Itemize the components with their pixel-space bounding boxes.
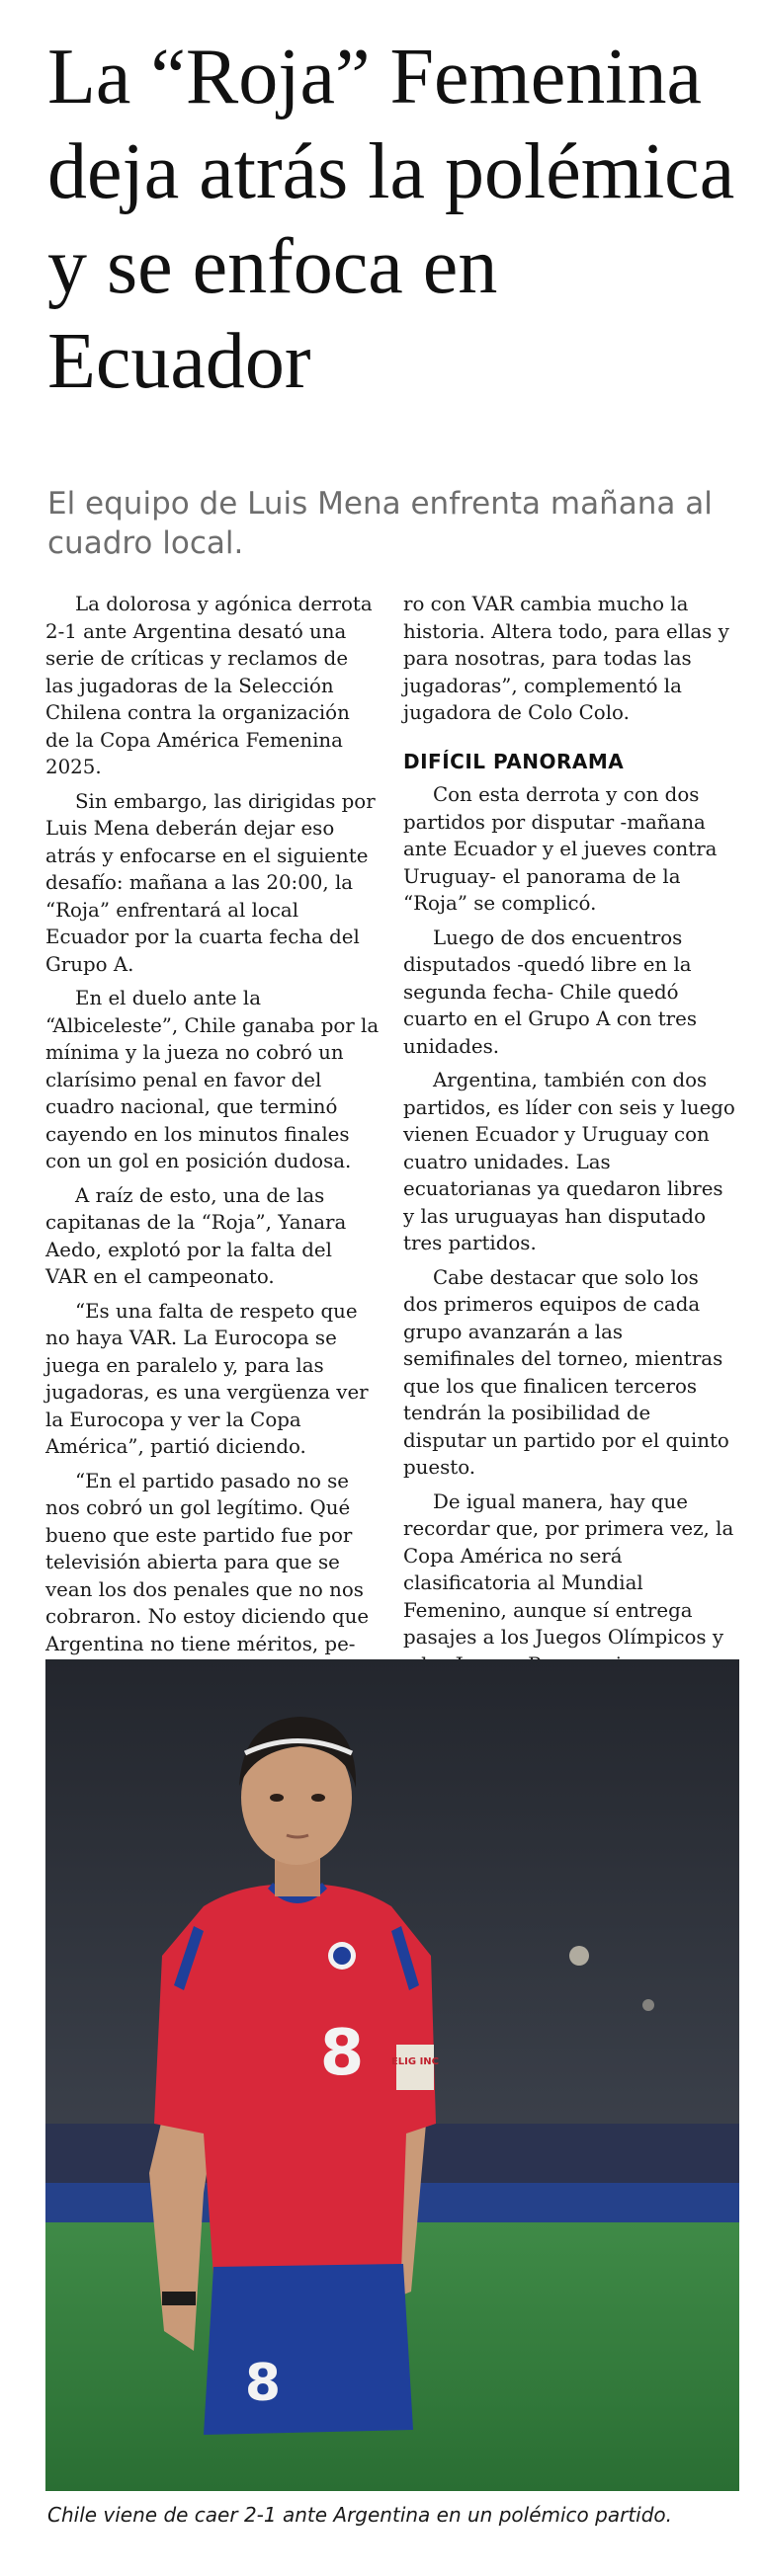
paragraph-continuation: ro con VAR cambia mucho la historia. Altera todo, para ellas y para nosotras, para todas las jugadoras”, complementó la jugadora de Colo Colo. [403, 593, 729, 724]
paragraph: La dolorosa y agónica derrota 2-1 ante Argentina desató una serie de críticas y reclamos de las jugadoras de la Selección Chilena contra la organización de la Copa América Femenina 2025. [45, 593, 373, 778]
headline: La “Roja” Femenina deja atrás la polémica y se enfoca en Ecuador [47, 34, 735, 405]
player-illustration [45, 1659, 739, 2491]
paragraph: Cabe destacar que solo los dos primeros equipos de cada grupo avanzarán a las semifinales del torneo, mientras que los que finalicen terceros tendrán la posibilidad de disputar un partido por el quinto puesto. [403, 1265, 729, 1479]
paragraph: En el duelo ante la “Albiceleste”, Chile ganaba por la mínima y la jueza no cobró un clarísimo penal en favor del cuadro nacional, que terminó cayendo en los minutos finales con un gol en posición dudosa. [45, 987, 380, 1172]
paragraph: “En el partido pasado no se nos cobró un gol legítimo. Qué bueno que este partido fue por televisión abierta para que se vean los dos penales que no nos cobraron. No estoy diciendo que Argentina no tiene méritos, pe- [45, 1469, 370, 1655]
paragraph: A raíz de esto, una de las capitanas de la “Roja”, Yanara Aedo, explotó por la falta del VAR en el campeonato. [45, 1183, 347, 1288]
paragraph: “Es una falta de respeto que no haya VAR. La Eurocopa se juega en paralelo y, para las jugadoras, es una vergüenza ver la Eurocopa y ver la Copa América”, partió diciendo. [45, 1299, 369, 1458]
deck-subtitle: El equipo de Luis Mena enfrenta mañana al cuadro local. [47, 486, 713, 561]
armband-text: ELIG INC [390, 2056, 440, 2067]
jersey-number: 8 [319, 2017, 365, 2090]
paragraph: Luego de dos encuentros disputados -quedó libre en la segunda fecha- Chile quedó cuarto en el Grupo A con tres unidades. [403, 926, 697, 1058]
player-photo [45, 1659, 739, 2491]
paragraph: Sin embargo, las dirigidas por Luis Mena deberán dejar eso atrás y enfocarse en el siguiente desafío: mañana a las 20:00, la “Roja” enfrentará al local Ecuador por la cuarta fecha del Grupo A. [45, 789, 376, 976]
left-column [45, 591, 380, 1664]
section-subhead: DIFÍCIL PANORAMA [403, 749, 625, 773]
paragraph: De igual manera, hay que recordar que, por primera vez, la Copa América no será clasificatoria al Mundial Femenino, aunque sí entrega pasajes a los Juegos Olímpicos y [403, 1489, 734, 1649]
right-column [403, 591, 737, 1685]
paragraph: Argentina, también con dos partidos, es líder con seis y luego vienen Ecuador y Uruguay con cuatro unidades. Las ecuatorianas ya quedaron libres y las uruguayas han disputado tres partidos. [403, 1069, 735, 1254]
paragraph: Con esta derrota y con dos partidos por disputar -mañana ante Ecuador y el jueves contra Uruguay- el panorama de la “Roja” se complicó. [403, 783, 718, 915]
photo-caption: Chile viene de caer 2-1 ante Argentina en un polémico partido. [47, 2503, 673, 2527]
shorts-number: 8 [244, 2354, 282, 2413]
